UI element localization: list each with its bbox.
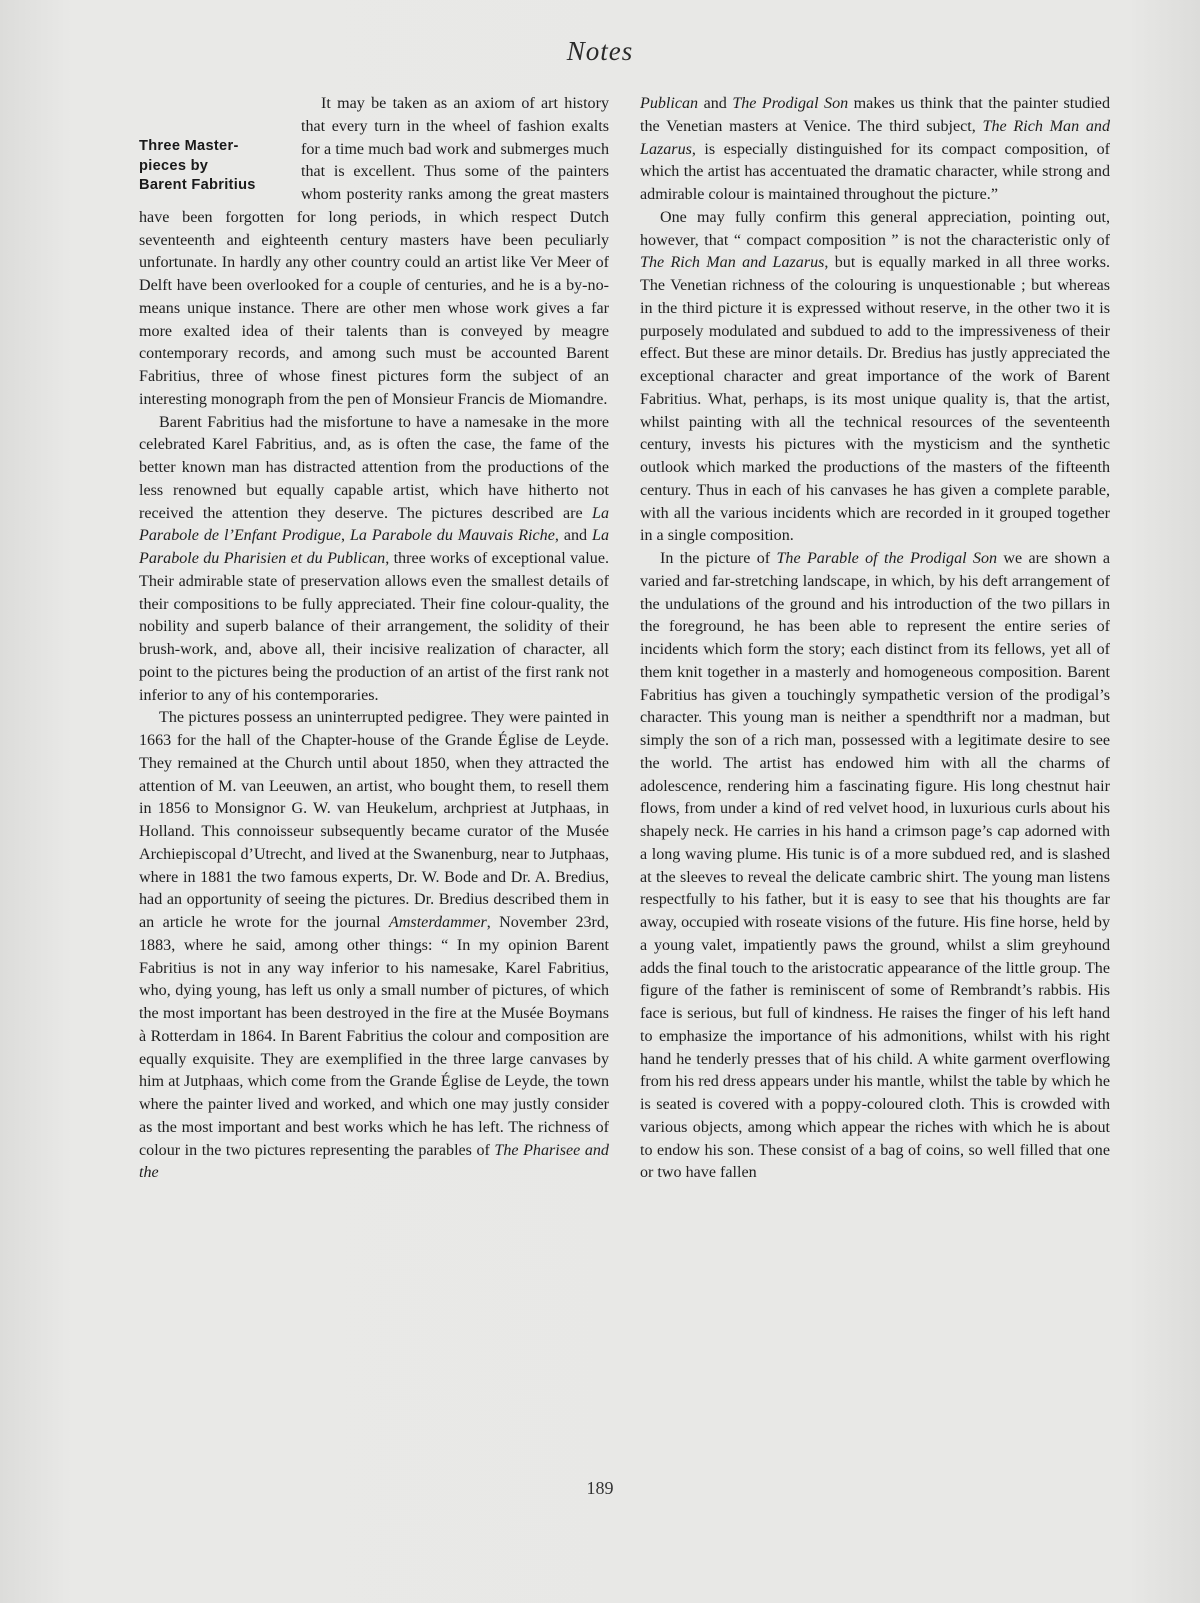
paragraph-text: we are shown a varied and far-stretching landscape, in which, by his deft arrangement of the undulations of the ground and his introduction of the two pillars in the foreground, he has been able to represent the entire series of incidents which form the story; each distinct from its fellows, yet all of them knit together in a masterly and homogeneous composition. Barent Fabritius has given a touchingly sympathetic version of the prodigal’s character. This young man is neither a spendthrift nor a madman, but simply the son of a rich man, possessed with a legitimate desire to see the world. The artist has endowed him with all the charms of adolescence, rendering him a fascinating figure. His long chestnut hair flows, from under a kind of red velvet hood, in luxurious curls about his shapely neck. He carries in his hand a crimson page’s cap adorned with a long waving plume. His tunic is of a more subdued red, and is slashed at the sleeves to reveal the delicate cambric shirt. The young man listens respectfully to his father, but it is easy to see that his thoughts are far away, occupied with roseate visions of the future. His fine horse, held by a young valet, impatiently paws the ground, whilst a slim greyhound adds the final touch to the aristocratic appearance of the little group. The figure of the father is reminiscent of some of Rembrandt’s rabbis. His face is serious, but full of kindness. He raises the finger of his left hand to emphasize the importance of his admonitions, whilst with his right hand he tenderly presses that of his child. A white garment overflowing from his red dress appears under his mantle, whilst the table by which he is seated is covered with a poppy-coloured cloth. This is crowded with various objects, among which appear the riches with which he is about to endow his son. These consist of a bag of coins, so well filled that one or two have fallen xyxy=(640,550,1110,1182)
sidenote-line: Three Master- xyxy=(139,138,239,154)
painting-title: The Pharisee and the xyxy=(139,1141,609,1182)
paragraph-text: , and xyxy=(554,527,593,545)
paragraph-text: The pictures possess an uninterrupted pedigree. They were painted in 1663 for the hall of the Chapter-house of the Grande Église de Leyde. They remained at the Church until about 1850, when they attracted the attention of M. van Leeuwen, an artist, who bought them, to resell them in 1856 to Monsignor G. W. van Heukelum, archpriest at Jutphaas, in Holland. This connoisseur subsequently became curator of the Musée Archiepiscopal d’Utrecht, and lived at the Swanenburg, near to Jutphaas, where in 1881 the two famous experts, Dr. W. Bode and Dr. A. Bredius, had an opportunity of seeing the pictures. Dr. Bredius described them in an article he wrote for the journal xyxy=(139,709,609,931)
painting-title: La Parabole de l’Enfant Prodigue xyxy=(139,504,609,545)
journal-title: Amsterdammer xyxy=(388,914,487,931)
paragraph-continued xyxy=(640,93,1110,207)
painting-title: The Prodigal Son xyxy=(732,95,849,112)
right-column xyxy=(640,93,1110,1185)
painting-title: The Parable of the Prodigal Son xyxy=(776,550,998,567)
painting-title: Publican xyxy=(640,95,699,112)
paragraph-text: and xyxy=(698,95,733,112)
paragraph-text: It may be taken as an axiom of art history that every turn in the wheel of fashion exalts for a time much bad work and submerges much that is excellent. Thus some of the painters whom posterity ranks among the great masters have been forgotten for long periods, in which respect Dutch seventeenth and eighteenth century masters have been peculiarly unfortunate. In hardly any other country could an artist like Ver Meer of Delft have been overlooked for a couple of centuries, and he is a by-no-means unique instance. There are other men whose work gives a far more exalted idea of their talents than is conveyed by meagre contemporary records, and among such must be accounted Barent Fabritius, three of whose finest pictures form the subject of an interesting monograph from the pen of Monsieur Francis de Miomandre. xyxy=(139,95,609,408)
painting-title: La Parabole du Pharisien et du Publican xyxy=(139,527,610,567)
paragraph-text: In the picture of xyxy=(660,550,777,567)
paragraph-text: , three works of exceptional value. Their admirable state of preservation allows even the smallest details of their compositions to be fully appreciated. Their fine colour-quality, the nobility and superb balance of their arrangement, the solidity of their brush-work, and, above all, their incisive realization of character, all point to the pictures being the production of an artist of the first rank not inferior to any of his contemporaries. xyxy=(139,550,609,704)
painting-title: The Rich Man and Lazarus xyxy=(640,117,1110,158)
page-number: 189 xyxy=(586,1478,614,1498)
painting-title: The Rich Man and Lazarus xyxy=(640,254,825,272)
paragraph-text: , is especially distinguished for its compact composition, of which the artist has accentuated the dramatic character, while strong and admirable colour is maintained throughout the picture.” xyxy=(640,140,1110,203)
painting-title: La Parabole du Mauvais Riche xyxy=(349,527,555,545)
sidenote-line: pieces by xyxy=(139,157,209,174)
paragraph-text: One may fully confirm this general appreciation, pointing out, however, that “ compact composition ” is not the characteristic only of xyxy=(640,208,1110,249)
sidenote-line: Barent Fabritius xyxy=(139,177,256,193)
paragraph xyxy=(640,207,1110,548)
paragraph-text: , xyxy=(341,527,350,545)
page-title: Notes xyxy=(566,36,634,66)
paragraph-text: , but is equally marked in all three works. The Venetian richness of the colouring is unquestionable ; but whereas in the third picture it is expressed without reserve, in the other two it is purposely modulated and subdued to add to the impressiveness of their effect. But these are minor details. Dr. Bredius has justly appreciated the exceptional character and great importance of the work of Barent Fabritius. What, perhaps, is its most unique quality is, that the artist, whilst painting with all the technical resources of the seventeenth century, invests his pictures with the mysticism and the synthetic outlook which marked the productions of the masters of the fifteenth century. Thus in each of his canvases he has given a complete parable, with all the various incidents which are recorded in it grouped together in a single composition. xyxy=(640,254,1110,545)
sidenote xyxy=(139,137,291,196)
paragraph xyxy=(139,412,609,708)
paragraph xyxy=(139,707,609,1185)
paragraph xyxy=(640,548,1110,1185)
paragraph-text: , November 23rd, 1883, where he said, among other things: “ In my opinion Barent Fabritius is not in any way inferior to his namesake, Karel Fabritius, who, dying young, has left us only a small number of pictures, of which the most important has been destroyed in the fire at the Musée Boymans à Rotterdam in 1864. In Barent Fabritius the colour and composition are equally exquisite. They are exemplified in the three large canvases by him at Jutphaas, which come from the Grande Église de Leyde, the town where the painter lived and worked, and which one may justly consider as the most important and best works which he has left. The richness of colour in the two pictures representing the parables of xyxy=(139,914,609,1159)
paragraph-text: Barent Fabritius had the misfortune to have a namesake in the more celebrated Karel Fabritius, and, as is often the case, the fame of the better known man has distracted attention from the productions of the less renowned but equally capable artist, which have hitherto not received the attention they deserve. The pictures described are xyxy=(139,413,609,522)
paragraph-text: makes us think that the painter studied the Venetian masters at Venice. The third subject, xyxy=(640,95,1110,135)
left-column xyxy=(139,93,609,1185)
